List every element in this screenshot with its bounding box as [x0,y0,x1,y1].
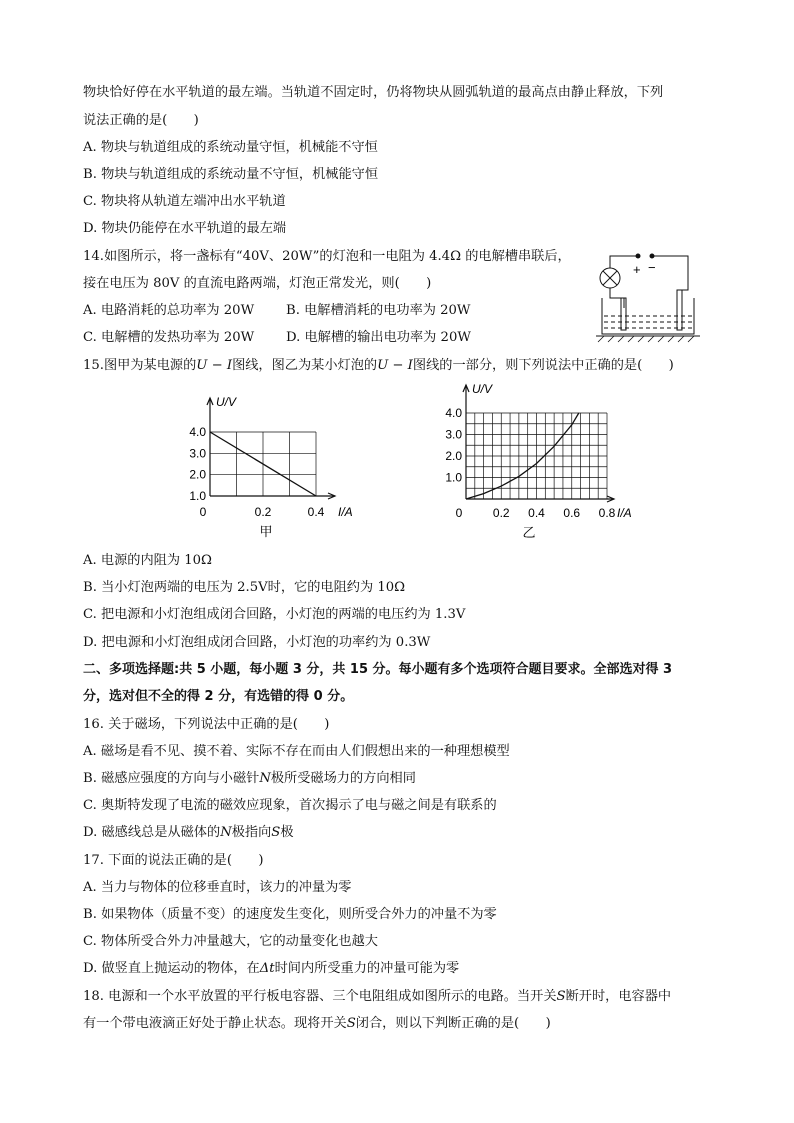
q18-stem-line1: 18. 电源和一个水平放置的平行板电容器、三个电阻组成如图所示的电路。当开关S断开时，电容器中 [83,989,672,1004]
q14-circuit-figure [592,250,704,345]
x-axis-label: I/A [338,505,353,519]
x-axis-label: I/A [617,506,632,520]
q15-option-a: A. 电源的内阻为 10Ω [83,553,212,568]
q14-option-a: A. 电路消耗的总功率为 20W [83,303,255,318]
y-tick-label: 3.0 [445,427,462,442]
q15-option-d: D. 把电源和小灯泡组成闭合回路，小灯泡的功率约为 0.3W [83,635,431,650]
q13-stem-line1: 物块恰好停在水平轨道的最左端。当轨道不固定时，仍将物块从圆弧轨道的最高点由静止释放，下列 [83,85,664,100]
x-tick-label: 0.4 [307,505,325,519]
q14-option-d: D. 电解槽的输出电功率为 20W [286,330,471,345]
q15-option-c: C. 把电源和小灯泡组成闭合回路，小灯泡的两端的电压约为 1.3V [83,607,466,622]
q14-stem-line1: 14.如图所示，将一盏标有“40V、20W”的灯泡和一电阻为 4.4Ω 的电解槽串联后， [83,249,571,264]
y-tick-label: 3.0 [189,446,206,461]
q16-option-a: A. 磁场是看不见、摸不着、实际不存在而由人们假想出来的一种理想模型 [83,744,510,759]
y-tick-label: 1.0 [445,470,462,485]
q13-stem-line2: 说法正确的是( ) [83,113,199,128]
y-axis-label: U/V [216,395,237,409]
chart-title: 乙 [522,525,536,540]
q15-stem: 15.图甲为某电源的U − I图线，图乙为某小灯泡的U − I图线的一部分，则下列说法中正确的是( ) [83,358,674,373]
y-axis-label: U/V [472,383,493,396]
q17-stem: 17. 下面的说法正确的是( ) [83,853,264,868]
q13-option-d: D. 物块仍能停在水平轨道的最左端 [83,221,287,236]
x-tick-label: 0.8 [598,506,616,520]
chart-title: 甲 [259,524,273,539]
q17-option-d: D. 做竖直上抛运动的物体，在Δt时间内所受重力的冲量可能为零 [83,961,460,976]
y-tick-label: 4.0 [445,406,462,420]
q13-option-b: B. 物块与轨道组成的系统动量不守恒，机械能守恒 [83,167,379,182]
y-tick-label: 4.0 [189,425,206,439]
origin-label: 0 [199,505,207,519]
x-tick-label: 0.2 [492,506,510,520]
q14-option-b: B. 电解槽消耗的电功率为 20W [286,303,471,318]
q16-option-d: D. 磁感线总是从磁体的N极指向S极 [83,825,294,840]
q14-minus-label: − [648,260,656,275]
q18-stem-line2: 有一个带电液滴正好处于静止状态。现将开关S闭合，则以下判断正确的是( ) [83,1016,551,1031]
q14-option-c: C. 电解槽的发热功率为 20W [83,330,255,345]
origin-label: 0 [455,506,463,520]
q17-option-b: B. 如果物体（质量不变）的速度发生变化，则所受合外力的冲量不为零 [83,907,497,922]
y-tick-label: 1.0 [189,489,206,503]
q13-option-c: C. 物块将从轨道左端冲出水平轨道 [83,194,286,209]
q17-option-c: C. 物体所受合外力冲量越大，它的动量变化也越大 [83,934,378,949]
section2-heading-line1: 二、多项选择题:共 5 小题，每小题 3 分，共 15 分。每小题有多个选项符合题目要求。全部选对得 3 [83,662,673,677]
q14-stem-line2: 接在电压为 80V 的直流电路两端，灯泡正常发光，则( ) [83,276,432,291]
q14-plus-label: + [633,262,641,277]
chart-jia [185,390,385,542]
x-tick-label: 0.6 [563,506,581,520]
q13-option-a: A. 物块与轨道组成的系统动量守恒，机械能不守恒 [83,140,378,155]
section2-heading-line2: 分，选对但不全的得 2 分，有选错的得 0 分。 [83,689,354,704]
y-tick-label: 2.0 [189,467,206,482]
q16-option-c: C. 奥斯特发现了电流的磁效应现象，首次揭示了电与磁之间是有联系的 [83,798,497,813]
chart-yi [432,383,632,542]
q17-option-a: A. 当力与物体的位移垂直时，该力的冲量为零 [83,880,352,895]
y-tick-label: 2.0 [445,449,462,463]
x-tick-label: 0.4 [528,506,545,520]
q16-option-b: B. 磁感应强度的方向与小磁针N极所受磁场力的方向相同 [83,771,416,786]
q15-option-b: B. 当小灯泡两端的电压为 2.5V时，它的电阻约为 10Ω [83,580,406,595]
x-tick-label: 0.2 [254,505,272,519]
q16-stem: 16. 关于磁场，下列说法中正确的是( ) [83,717,330,732]
